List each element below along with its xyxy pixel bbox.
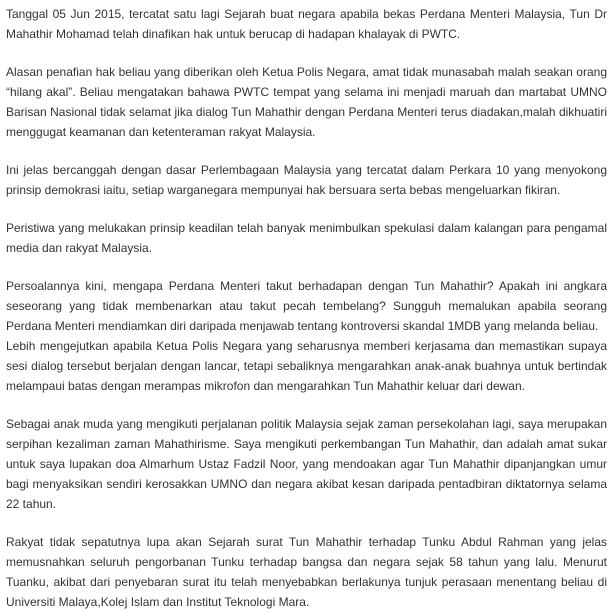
paragraph-microphone-seized: Lebih mengejutkan apabila Ketua Polis Negara yang seharusnya memberi kerjasama dan memastikan supaya sesi dialog tersebut berjalan dengan lancar, tetapi sebaliknya mengarahkan anak-anak buahnya untuk bertindak melampaui batas dengan merampas mikrofon dan mengarahkan Tun Mahathir keluar dari dewan. (6, 339, 607, 393)
paragraph-pwtc-event: Tanggal 05 Jun 2015, tercatat satu lagi Sejarah buat negara apabila bekas Perdana Menteri Malaysia, Tun Dr Mahathir Mohamad telah dinafikan hak untuk berucap di hadapan khalayak di PWTC. (6, 7, 607, 41)
paragraph-media-speculation: Peristiwa yang melukakan prinsip keadilan telah banyak menimbulkan spekulasi dalam kalangan para pengamal media dan rakyat Malaysia. (6, 221, 607, 255)
paragraph-constitution-article-10: Ini jelas bercanggah dengan dasar Perlembagaan Malaysia yang tercatat dalam Perkara 10 yang menyokong prinsip demokrasi iaitu, setiap warganegara mempunyai hak bersuara serta bebas mengeluarkan fikiran. (6, 163, 607, 197)
paragraph-police-justification: Alasan penafian hak beliau yang diberikan oleh Ketua Polis Negara, amat tidak munasabah malah seakan orang “hilang akal”. Beliau mengatakan bahawa PWTC tempat yang selama ini menjadi maruah dan martabat UMNO Barisan Nasional tidak selamat jika dialog Tun Mahathir dengan Perdana Menteri terus diadakan,malah dikhuatiri menggugat keamanan dan ketenteraman rakyat Malaysia. (6, 65, 607, 139)
paragraph-young-observer: Sebagai anak muda yang mengikuti perjalanan politik Malaysia sejak zaman persekolahan lagi, saya merupakan serpihan kezaliman zaman Mahathirisme. Saya mengikuti perkembangan Tun Mahathir, dan adalah amat sukar untuk saya lupakan doa Almarhum Ustaz Fadzil Noor, yang mendoakan agar Tun Mahathir dipanjangkan umur bagi menyaksikan sendiri kerosakkan UMNO dan negara akibat kesan daripada pentadbiran diktatornya selama 22 tahun. (6, 417, 607, 511)
paragraph-tunku-letter: Rakyat tidak sepatutnya lupa akan Sejarah surat Tun Mahathir terhadap Tunku Abdul Rahman yang jelas memusnahkan seluruh pengorbanan Tunku terhadap bangsa dan negara sejak 58 tahun yang lalu. Menurut Tuanku, akibat dari penyebaran surat itu telah menyebabkan berlakunya tunjuk perasaan menentang beliau di Universiti Malaya,Kolej Islam dan Institut Teknologi Mara. (6, 535, 607, 609)
paragraph-1mdb-question: Persoalannya kini, mengapa Perdana Menteri takut berhadapan dengan Tun Mahathir? Apakah ini angkara seseorang yang tidak membenarkan atau takut pecah tembelang? Sungguh memalukan apabila seorang Perdana Menteri mendiamkan diri daripada menjawab tentang kontroversi skandal 1MDB yang melanda beliau. (6, 279, 607, 333)
